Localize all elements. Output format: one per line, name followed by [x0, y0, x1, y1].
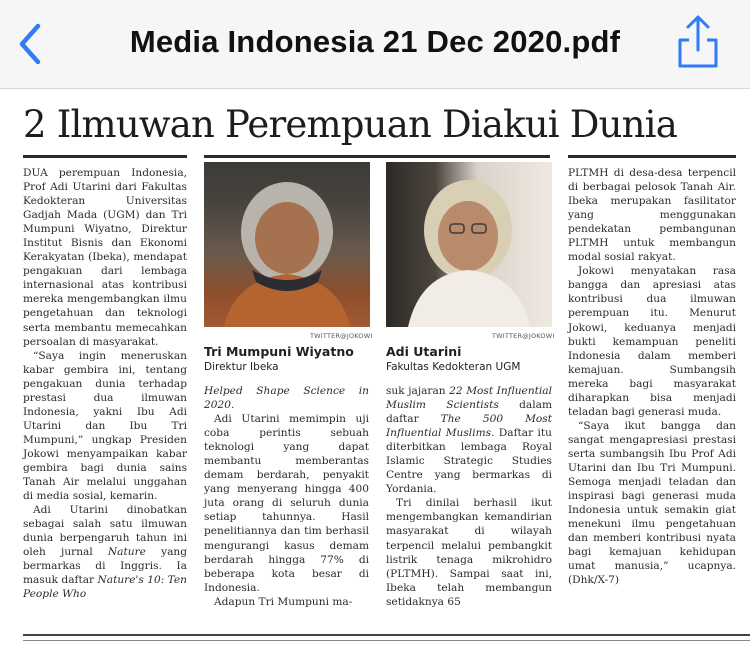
paragraph: “Saya ikut bangga dan sangat mengapresiasi prestasi serta sumbangsih Ibu Prof Adi Utarini dan Ibu Tri Mumpuni. Semoga menjadi teladan dan inspirasi bagi generasi muda Indonesia untuk semakin giat menekuni ilmu pengetahuan dan memberi kontribusi nyata bagi kemajuan kehidupan umat manusia,” ucapnya. (Dhk/X-7) [568, 419, 736, 587]
caption-role: Direktur Ibeka [204, 361, 279, 373]
article-headline: 2 Ilmuwan Perempuan Diakui Dunia [23, 103, 677, 146]
paragraph: Adi Utarini dinobatkan sebagai salah satu ilmuwan dunia berpengaruh tahun ini oleh jurnal Nature yang bermarkas di Inggris. Ia masuk daftar Nature's 10: Ten People Who [23, 504, 187, 601]
paragraph: PLTMH di desa-desa terpencil di berbagai pelosok Tanah Air. Ibeka merupakan fasilitator yang menggunakan pendekatan pembangunan PLTMH untuk membangun modal sosial rakyat. [568, 167, 736, 264]
portrait-image [204, 162, 370, 327]
pdf-toolbar [0, 0, 750, 89]
paragraph: “Saya ingin meneruskan kabar gembira ini, tentang pengakuan dunia terhadap prestasi dua ilmuwan Indonesia, yakni Ibu Adi Utarini dan Ibu Tri Mumpuni,” ungkap Presiden Jokowi menyampaikan kabar gembira bagi dunia sains Tanah Air melalui unggahan di media sosial, kemarin. [23, 349, 187, 503]
share-button[interactable] [676, 14, 720, 70]
paragraph: suk jajaran 22 Most Influential Muslim Scientists dalam daftar The 500 Most Influential Muslims. Daftar itu diterbitkan lembaga Royal Islamic Strategic Studies Centre yang bermarkas di Yordania. [386, 385, 552, 496]
article-column-4 [568, 166, 736, 587]
caption-name: Adi Utarini [386, 344, 462, 359]
headline-rule [23, 155, 187, 158]
headline-rule [204, 155, 550, 158]
paragraph: Adapun Tri Mumpuni ma- [214, 595, 353, 608]
photo-credit: TWITTER@JOKOWI [492, 332, 555, 340]
photo-tri-mumpuni [204, 162, 370, 327]
page-divider [23, 640, 750, 641]
photo-credit: TWITTER@JOKOWI [310, 332, 373, 340]
paragraph: Jokowi menyatakan rasa bangga dan apresiasi atas kontribusi dua ilmuwan perempuan itu. Menurut Jokowi, keduanya menjadi bukti kemampuan peneliti Indonesia dalam memberi kemajuan. Sumbangsih mereka bagi masyarakat diharapkan bisa menjadi teladan bagi generasi muda. [568, 265, 736, 418]
portrait-image [386, 162, 552, 327]
document-title: Media Indonesia 21 Dec 2020.pdf [129, 24, 621, 59]
headline-rule [568, 155, 736, 158]
caption-role: Fakultas Kedokteran UGM [386, 361, 521, 373]
pdf-page [0, 89, 750, 666]
paragraph: Tri dinilai berhasil ikut mengembangkan kemandirian masyarakat di wilayah terpencil melalui pembangkit listrik tenaga mikrohidro (PLTMH). Sampai saat ini, Ibeka telah membangun setidaknya 65 [386, 497, 552, 608]
caption-name: Tri Mumpuni Wiyatno [204, 344, 354, 359]
article-column-3 [386, 384, 552, 609]
paragraph: Adi Utarini memimpin uji coba perintis sebuah teknologi yang dapat membantu memberantas demam berdarah, penyakit yang menyerang hingga 400 juta orang di seluruh dunia setiap tahunnya. Hasil penelitiannya dan tim berhasil mengurangi kasus demam berdarah hingga 77% di beberapa kota besar di Indonesia. [204, 413, 369, 594]
article-column-2 [204, 384, 369, 609]
paragraph: DUA perempuan Indonesia, Prof Adi Utarini dari Fakultas Kedokteran Universitas Gadjah Mada (UGM) dan Tri Mumpuni Wiyatno, Direktur Institut Bisnis dan Ekonomi Kerakyatan (Ibeka), mendapat pengakuan dari lembaga internasional atas kontribusi mereka mengembangkan ilmu pengetahuan dan teknologi serta membantu memecahkan persoalan di masyarakat. [23, 167, 187, 348]
share-icon [676, 14, 720, 70]
article-column-1 [23, 166, 187, 601]
page-divider [23, 634, 750, 636]
photo-adi-utarini [386, 162, 552, 327]
paragraph: Helped Shape Science in 2020. [204, 385, 369, 412]
